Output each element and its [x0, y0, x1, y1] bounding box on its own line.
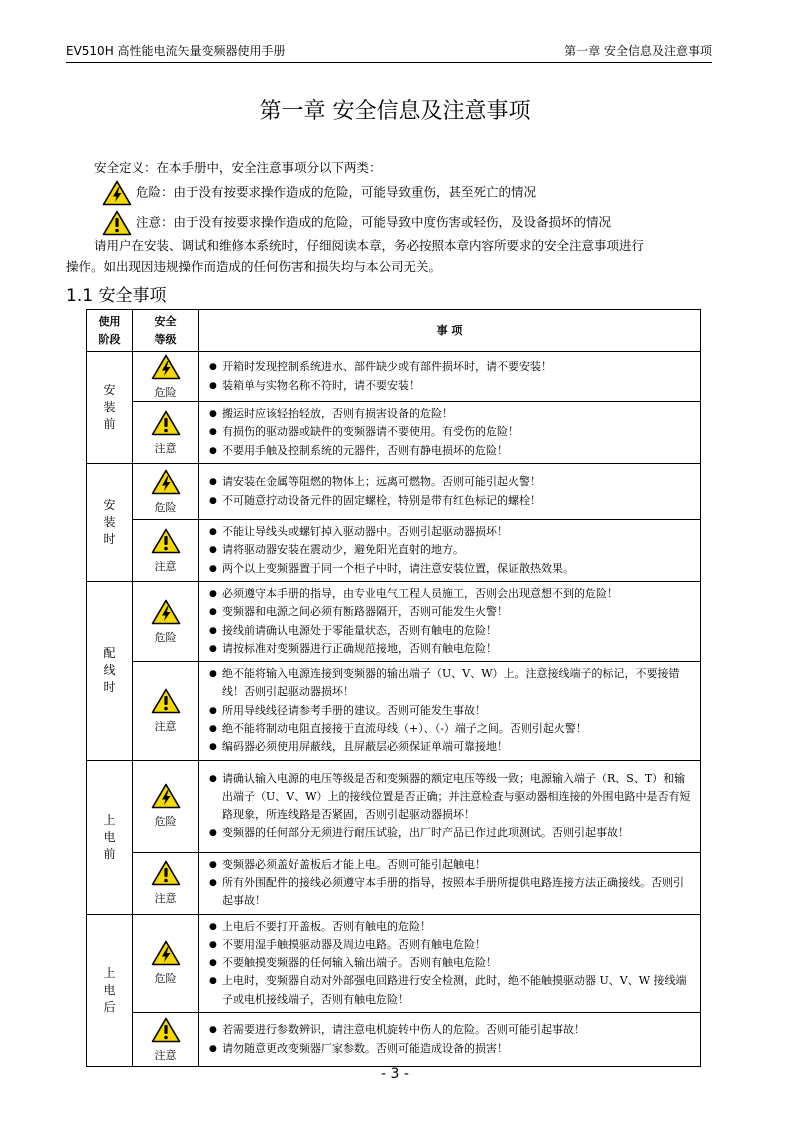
danger-level-cell [133, 352, 199, 402]
table-row [87, 852, 701, 914]
stage-cell [87, 914, 133, 1066]
caution-warning-icon [102, 210, 132, 236]
list-item: ● 有损伤的驱动器或缺件的变频器请不要使用。有受伤的危险！ [209, 423, 694, 441]
danger-definition-text: 危险：由于没有按要求操作造成的危险，可能导致重伤，甚至死亡的情况 [135, 184, 536, 200]
list-item: ● 变频器必须盖好盖板后才能上电。否则可能引起触电！ [209, 856, 694, 874]
caution-items-cell [199, 852, 701, 914]
caution-items-cell [199, 662, 701, 760]
table-row [87, 402, 701, 464]
list-item: ● 不能让导线头或螺钉掉入驱动器中。否则引起驱动器损坏！ [209, 523, 694, 541]
danger-warning-icon [151, 615, 181, 628]
table-row [87, 914, 701, 1012]
list-item: ● 不可随意拧动设备元件的固定螺栓，特别是带有红色标记的螺栓！ [209, 492, 694, 510]
table-body [87, 352, 701, 1067]
table-row [87, 464, 701, 520]
caution-items-cell [199, 520, 701, 582]
caution-warning-icon [151, 704, 181, 717]
caution-items-cell [199, 402, 701, 464]
list-item: ● 开箱时发现控制系统进水、部件缺少或有部件损坏时，请不要安装！ [209, 358, 694, 376]
caution-level-cell [133, 520, 199, 582]
caution-level-label: 注意 [154, 559, 177, 573]
danger-warning-icon [151, 956, 181, 969]
danger-level-label: 危险 [154, 500, 177, 514]
header-stage: 使用 阶段 [87, 310, 133, 352]
list-item: ● 接线前请确认电源处于零能量状态，否则有触电的危险！ [209, 622, 694, 640]
caution-level-cell [133, 852, 199, 914]
stage-cell [87, 464, 133, 582]
safety-definition: 安全定义：在本手册中，安全注意事项分以下两类： [94, 160, 382, 175]
list-item: ● 不要触摸变频器的任何输入输出端子。否则有触电危险！ [209, 954, 694, 972]
list-item: ● 必须遵守本手册的指导，由专业电气工程人员施工，否则会出现意想不到的危险！ [209, 585, 694, 603]
table-header-row [87, 310, 701, 352]
danger-warning-icon [102, 180, 132, 206]
danger-warning-icon [151, 485, 181, 498]
danger-items-cell [199, 464, 701, 520]
caution-level-cell [133, 662, 199, 760]
header-level: 安全 等级 [133, 310, 199, 352]
list-item: ● 编码器必须使用屏蔽线，且屏蔽层必须保证单端可靠接地！ [209, 738, 694, 756]
caution-items-cell [199, 1013, 701, 1067]
table-row [87, 760, 701, 852]
danger-items-cell [199, 914, 701, 1012]
caution-level-cell [133, 1013, 199, 1067]
intro-paragraph-line2: 操作。如出现因违规操作而造成的任何伤害和损失均与本公司无关。 [66, 259, 442, 274]
danger-level-cell [133, 464, 199, 520]
list-item: ● 两个以上变频器置于同一个柜子中时，请注意安装位置，保证散热效果。 [209, 560, 694, 578]
danger-level-cell [133, 582, 199, 662]
caution-warning-icon [151, 1033, 181, 1046]
danger-items-cell [199, 352, 701, 402]
caution-level-label: 注意 [154, 441, 177, 455]
list-item: ● 请安装在金属等阻燃的物体上；远离可燃物。否则可能引起火警！ [209, 473, 694, 491]
list-item: ● 请确认输入电源的电压等级是否和变频器的额定电压等级一致；电源输入端子（R、S、T）和输出端子（U、V、W）上的接线位置是否正确；并注意检查与驱动器相连接的外围电路中是否有短路现象，所连线路是否紧固，否则引起驱动器损坏！ [209, 770, 694, 825]
table-row [87, 520, 701, 582]
list-item: ● 变频器的任何部分无须进行耐压试验，出厂时产品已作过此项测试。否则引起事故！ [209, 824, 694, 842]
caution-definition-row [102, 210, 611, 236]
list-item: ● 所用导线线径请参考手册的建议。否则可能发生事故！ [209, 702, 694, 720]
table-row [87, 662, 701, 760]
list-item: ● 绝不能将制动电阻直接接于直流母线（+）、（-）端子之间。否则引起火警！ [209, 720, 694, 738]
stage-label: 安装时 [103, 498, 116, 546]
list-item: ● 请将驱动器安装在震动少，避免阳光直射的地方。 [209, 541, 694, 559]
stage-cell [87, 760, 133, 914]
stage-cell [87, 352, 133, 464]
stage-label: 安装前 [103, 383, 116, 431]
list-item: ● 绝不能将输入电源连接到变频器的输出端子（U、V、W）上。注意接线端子的标记，不要接错线！否则引起驱动器损坏！ [209, 665, 694, 702]
intro-paragraph-line1: 请用户在安装、调试和维修本系统时，仔细阅读本章，务必按照本章内容所要求的安全注意事项进行 [94, 238, 645, 253]
danger-warning-icon [151, 370, 181, 383]
list-item: ● 请按标准对变频器进行正确规范接地，否则有触电危险！ [209, 640, 694, 658]
list-item: ● 不要用湿手触摸驱动器及周边电路。否则有触电危险！ [209, 936, 694, 954]
stage-label: 上电前 [103, 812, 116, 861]
caution-level-label: 注意 [154, 892, 177, 906]
danger-level-label: 危险 [154, 972, 177, 986]
stage-label: 配线时 [103, 646, 116, 695]
header-manual-title: EV510H 高性能电流矢量变频器使用手册 [66, 44, 286, 58]
list-item: ● 装箱单与实物名称不符时，请不要安装！ [209, 377, 694, 395]
section-title: 1.1 安全事项 [66, 286, 167, 306]
caution-warning-icon [151, 544, 181, 557]
chapter-title: 第一章 安全信息及注意事项 [259, 99, 531, 124]
header-items: 事 项 [199, 310, 701, 352]
safety-table [86, 309, 701, 1067]
stage-cell [87, 582, 133, 761]
header-chapter-title: 第一章 安全信息及注意事项 [564, 44, 712, 58]
list-item: ● 请勿随意更改变频器厂家参数。否则可能造成设备的损害！ [209, 1040, 694, 1058]
list-item: ● 变频器和电源之间必须有断路器隔开，否则可能发生火警！ [209, 603, 694, 621]
list-item: ● 所有外围配件的接线必须遵守本手册的指导，按照本手册所提供电路连接方法正确接线。否则引起事故！ [209, 874, 694, 911]
danger-level-cell [133, 760, 199, 852]
danger-definition-row [102, 180, 536, 206]
list-item: ● 不要用手触及控制系统的元器件，否则有静电损坏的危险！ [209, 442, 694, 460]
danger-level-label: 危险 [154, 630, 177, 644]
list-item: ● 上电时，变频器自动对外部强电回路进行安全检测，此时，绝不能触摸驱动器 U、V、W 接线端子或电机接线端子，否则有触电危险！ [209, 972, 694, 1009]
caution-warning-icon [151, 876, 181, 889]
caution-level-label: 注意 [154, 1048, 177, 1062]
table-row [87, 582, 701, 662]
caution-warning-icon [151, 426, 181, 439]
caution-level-cell [133, 402, 199, 464]
table-row [87, 352, 701, 402]
stage-label: 上电后 [103, 965, 116, 1014]
list-item: ● 上电后不要打开盖板。否则有触电的危险！ [209, 918, 694, 936]
danger-items-cell [199, 582, 701, 662]
list-item: ● 若需要进行参数辨识，请注意电机旋转中伤人的危险。否则可能引起事故！ [209, 1021, 694, 1039]
danger-level-cell [133, 914, 199, 1012]
danger-warning-icon [151, 799, 181, 812]
caution-level-label: 注意 [154, 719, 177, 733]
list-item: ● 搬运时应该轻抬轻放，否则有损害设备的危险！ [209, 405, 694, 423]
danger-items-cell [199, 760, 701, 852]
danger-level-label: 危险 [154, 815, 177, 829]
page-header [66, 42, 712, 63]
danger-level-label: 危险 [154, 385, 177, 399]
caution-definition-text: 注意：由于没有按要求操作造成的危险，可能导致中度伤害或轻伤，及设备损坏的情况 [135, 214, 611, 230]
page-number: - 3 - [381, 1066, 409, 1082]
table-row [87, 1013, 701, 1067]
